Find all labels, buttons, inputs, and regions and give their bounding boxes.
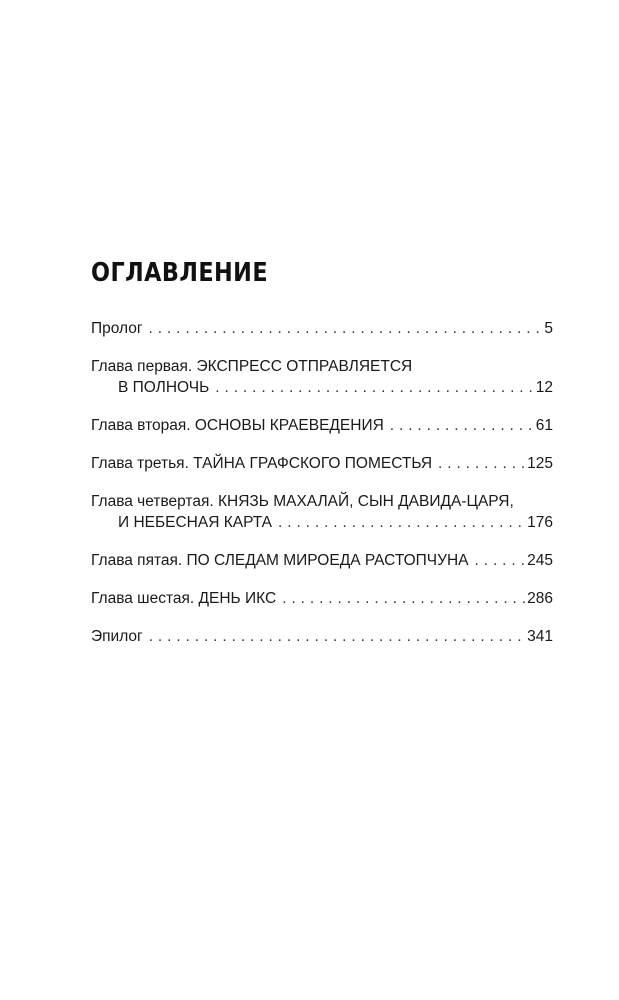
toc-entry-chapter-6	[91, 588, 553, 609]
toc-entry-title: Глава пятая. ПО СЛЕДАМ МИРОЕДА РАСТОПЧУНА	[91, 552, 469, 569]
dot-leader	[282, 588, 525, 609]
toc-line	[91, 491, 553, 512]
toc-line	[91, 626, 553, 647]
dot-leader	[149, 626, 525, 647]
toc-line-continuation	[91, 512, 553, 533]
toc-line	[91, 453, 553, 474]
toc-page-number: 61	[535, 417, 553, 434]
page-title: ОГЛАВЛЕНИЕ	[91, 258, 269, 288]
table-of-contents	[91, 318, 553, 664]
dot-leader	[438, 453, 525, 474]
dot-leader	[390, 415, 534, 436]
toc-line	[91, 318, 553, 339]
toc-line-continuation	[91, 377, 553, 398]
toc-page-number: 341	[527, 628, 553, 645]
dot-leader	[215, 377, 533, 398]
toc-entry-chapter-2	[91, 415, 553, 436]
toc-entry-title: Глава третья. ТАЙНА ГРАФСКОГО ПОМЕСТЬЯ	[91, 455, 433, 472]
dot-leader	[149, 318, 543, 339]
toc-entry-chapter-5	[91, 550, 553, 571]
toc-entry-epilogue	[91, 626, 553, 647]
toc-entry-prologue	[91, 318, 553, 339]
toc-page-number: 12	[535, 379, 553, 396]
dot-leader	[278, 512, 525, 533]
dot-leader	[475, 550, 526, 571]
toc-entry-title: Глава шестая. ДЕНЬ ИКС	[91, 590, 277, 607]
toc-entry-title-continuation: И НЕБЕСНАЯ КАРТА	[118, 514, 273, 531]
toc-entry-title: Пролог	[91, 320, 143, 337]
toc-entry-chapter-3	[91, 453, 553, 474]
toc-entry-title: Глава четвертая. КНЯЗЬ МАХАЛАЙ, СЫН ДАВИДА-ЦАРЯ,	[91, 493, 514, 510]
toc-page-number: 5	[544, 320, 553, 337]
toc-page-number: 125	[527, 455, 553, 472]
toc-entry-chapter-4	[91, 491, 553, 533]
toc-entry-title: Глава вторая. ОСНОВЫ КРАЕВЕДЕНИЯ	[91, 417, 384, 434]
toc-page-number: 245	[527, 552, 553, 569]
toc-page-number: 286	[527, 590, 553, 607]
toc-line	[91, 415, 553, 436]
toc-page-number: 176	[527, 514, 553, 531]
toc-entry-title: Глава первая. ЭКСПРЕСС ОТПРАВЛЯЕТСЯ	[91, 358, 413, 375]
toc-entry-title: Эпилог	[91, 628, 143, 645]
toc-line	[91, 550, 553, 571]
toc-line	[91, 588, 553, 609]
toc-line	[91, 356, 553, 377]
toc-entry-title-continuation: В ПОЛНОЧЬ	[118, 379, 210, 396]
toc-entry-chapter-1	[91, 356, 553, 398]
